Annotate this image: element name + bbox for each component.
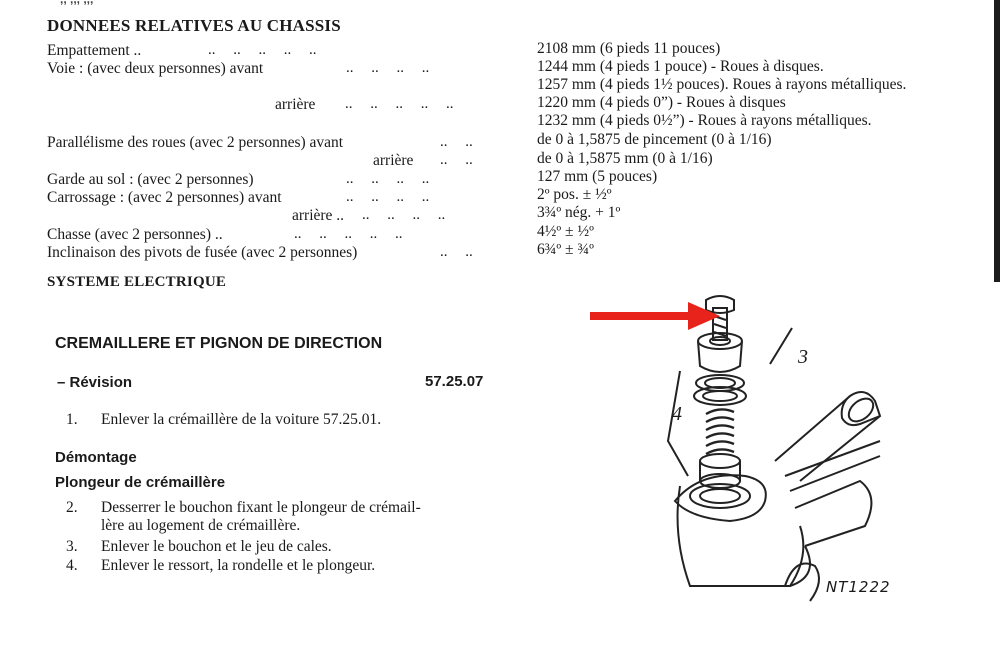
step-text: Enlever le ressort, la rondelle et le plongeur. [101,557,376,574]
step-number: 2. [66,499,78,516]
chassis-row-label: Voie : (avec deux personnes) avant [47,60,264,77]
step-number: 4. [66,557,78,574]
chassis-title: DONNEES RELATIVES AU CHASSIS [47,16,341,35]
chassis-row-dots: .. .. .. .. .. [345,96,454,112]
chassis-row-dots: .. .. .. .. [346,171,430,187]
chassis-row-dots: .. .. .. .. [346,60,430,76]
chassis-row-label: arrière [373,152,414,169]
chassis-row-label: Empattement .. [47,42,142,59]
chassis-row-label: Chasse (avec 2 personnes) .. [47,226,223,243]
step-text: Enlever le bouchon et le jeu de cales. [101,538,332,555]
step-text: Desserrer le bouchon fixant le plongeur de crémail- [101,499,421,516]
chassis-row-dots: .. .. .. .. [362,207,446,223]
chassis-row-value: 1257 mm (4 pieds 1½ pouces). Roues à rayons métalliques. [537,76,907,93]
chassis-row-value: 3¾º nég. + 1º [537,204,621,221]
chassis-row-label: Garde au sol : (avec 2 personnes) [47,171,254,188]
chassis-row-dots: .. .. [440,134,473,150]
chassis-row-value: 2108 mm (6 pieds 11 pouces) [537,40,721,57]
chassis-row-dots: .. .. [440,244,473,260]
chassis-row-value: 127 mm (5 pouces) [537,168,658,185]
chassis-row-value: 4½º ± ½º [537,223,594,240]
chassis-row-value: 6¾º ± ¾º [537,241,594,258]
chassis-row-value: de 0 à 1,5875 de pincement (0 à 1/16) [537,131,772,148]
cutoff-heading: SYSTEME ELECTRIQUE [47,274,227,290]
chassis-row-dots: .. .. .. .. [346,189,430,205]
scan-edge [994,0,1000,282]
chassis-row-label: Parallélisme des roues (avec 2 personnes) avant [47,134,344,151]
figure-code: NT1222 [826,578,891,596]
chassis-row-value: de 0 à 1,5875 mm (0 à 1/16) [537,150,713,167]
plunger-exploded-diagram [580,286,1000,606]
step-number: 3. [66,538,78,555]
chassis-row-dots: .. .. .. .. .. [208,42,317,58]
red-arrow-icon [590,302,720,330]
plongeur-heading: Plongeur de crémaillère [55,474,226,491]
demontage-heading: Démontage [55,449,137,466]
step-number: 1. [66,411,78,428]
step-text-continued: lère au logement de crémaillère. [101,517,301,534]
revision-label: – Révision [57,374,133,391]
revision-code: 57.25.07 [425,373,484,390]
step-text: Enlever la crémaillère de la voiture 57.25.01. [101,411,382,428]
chassis-row-label: arrière .. [292,207,345,224]
chassis-row-value: 2º pos. ± ½º [537,186,612,203]
cutoff-top-heading [60,0,93,6]
chassis-row-dots: .. .. .. .. .. [294,226,403,242]
chassis-row-value: 1232 mm (4 pieds 0½”) - Roues à rayons métalliques. [537,112,872,129]
chassis-row-label: Inclinaison des pivots de fusée (avec 2 personnes) [47,244,358,261]
chassis-row-value: 1244 mm (4 pieds 1 pouce) - Roues à disques. [537,58,824,75]
chassis-row-dots: .. .. [440,152,473,168]
callout-3: 3 [798,346,808,368]
callout-4: 4 [672,403,682,425]
chassis-row-label: Carrossage : (avec 2 personnes) avant [47,189,282,206]
chassis-row-label: arrière [275,96,316,113]
steering-title: CREMAILLERE ET PIGNON DE DIRECTION [55,335,383,352]
chassis-row-value: 1220 mm (4 pieds 0”) - Roues à disques [537,94,786,111]
